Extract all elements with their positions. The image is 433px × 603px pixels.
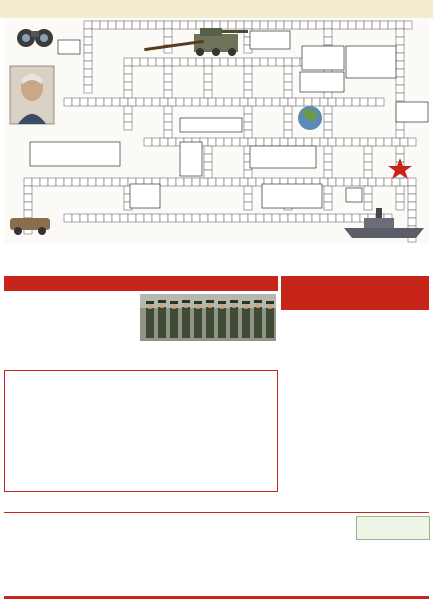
right-text-3 [283,388,355,440]
clue-box [130,184,160,208]
right-article-banner [281,276,429,310]
notice-text [6,494,428,512]
publisher-mark [322,546,352,576]
right-text-5 [358,424,428,492]
right-text-2 [358,368,428,414]
clue-box [300,72,344,92]
clue-box [396,102,428,122]
announcement-right-column [144,404,274,490]
clue-box [180,142,202,176]
editor-label [356,546,430,560]
clue-box [346,46,396,78]
right-text-4 [283,456,355,492]
clue-box [30,142,120,166]
right-col1-text [283,328,355,372]
clue-box [250,31,290,49]
article-banner [4,276,278,291]
crossword-grid [4,18,429,244]
slogan-badge [356,516,430,540]
center-footer-text [172,516,322,576]
clue-box [262,184,322,208]
photo-caption [141,342,277,368]
parade-photo [140,294,276,341]
article-lead [6,294,138,368]
announcement-left-column [10,404,138,490]
clue-box [250,146,316,168]
portrait-picture [10,66,54,124]
page-header [0,0,433,18]
globe-picture [298,106,322,130]
parade-photo-image [140,294,276,341]
bottom-bar [4,596,429,599]
footer-divider [4,512,429,513]
address-text [6,557,166,591]
clue-box [346,188,362,202]
clue-box [58,40,80,54]
crossword [4,18,429,244]
clue-box [302,46,344,70]
right-col2-text [358,313,428,349]
crossword-answers [4,244,429,274]
binoculars-picture [17,29,53,47]
founders-text [6,524,166,546]
clue-box [180,118,242,132]
print-info [356,564,430,592]
